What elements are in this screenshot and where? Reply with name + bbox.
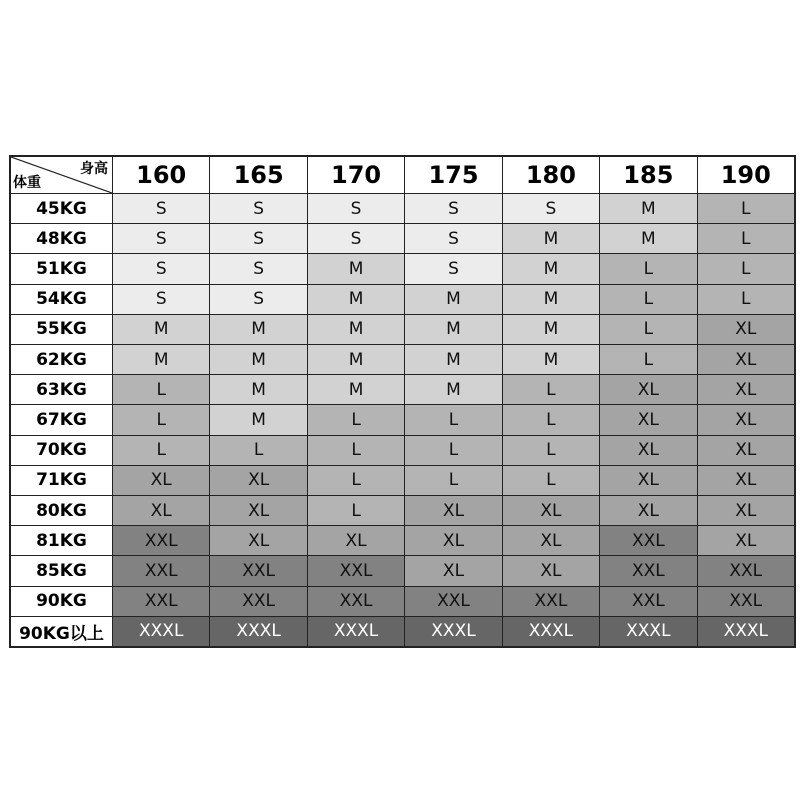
size-cell: M	[210, 315, 306, 344]
size-cell: M	[405, 375, 501, 404]
weight-row-label: 48KG	[11, 224, 112, 253]
size-cell: XXL	[308, 556, 404, 585]
size-cell: S	[210, 224, 306, 253]
size-cell: L	[600, 285, 696, 314]
size-cell: M	[503, 315, 599, 344]
size-cell: XL	[308, 526, 404, 555]
size-cell: XL	[600, 375, 696, 404]
size-cell: L	[503, 375, 599, 404]
size-cell: M	[210, 375, 306, 404]
height-header-160: 160	[113, 157, 209, 193]
size-cell: M	[503, 224, 599, 253]
size-cell: XL	[113, 496, 209, 525]
size-cell: L	[308, 405, 404, 434]
size-cell: L	[503, 436, 599, 465]
size-cell: L	[503, 405, 599, 434]
height-header-185: 185	[600, 157, 696, 193]
size-cell: S	[113, 254, 209, 283]
size-cell: S	[405, 194, 501, 223]
size-cell: M	[113, 315, 209, 344]
size-cell: M	[113, 345, 209, 374]
size-cell: XL	[698, 405, 794, 434]
size-cell: L	[113, 405, 209, 434]
height-axis-label: 身高	[80, 161, 108, 177]
size-cell: XL	[698, 345, 794, 374]
size-cell: L	[698, 254, 794, 283]
size-cell: M	[210, 345, 306, 374]
size-cell: XXXL	[503, 617, 599, 646]
size-cell: XXL	[600, 526, 696, 555]
size-cell: M	[308, 345, 404, 374]
height-header-190: 190	[698, 157, 794, 193]
size-cell: L	[308, 466, 404, 495]
size-cell: XL	[405, 496, 501, 525]
weight-row-label: 70KG	[11, 436, 112, 465]
size-cell: S	[308, 194, 404, 223]
size-cell: L	[113, 436, 209, 465]
size-cell: M	[210, 405, 306, 434]
size-cell: XXL	[503, 587, 599, 616]
size-cell: XXXL	[113, 617, 209, 646]
size-cell: M	[600, 194, 696, 223]
size-cell: XL	[503, 556, 599, 585]
weight-row-label: 45KG	[11, 194, 112, 223]
size-chart-table	[9, 155, 796, 648]
size-cell: XXL	[113, 526, 209, 555]
size-cell: XL	[698, 496, 794, 525]
size-cell: M	[503, 285, 599, 314]
size-cell: L	[405, 436, 501, 465]
size-cell: XXL	[308, 587, 404, 616]
size-cell: XXL	[698, 587, 794, 616]
size-cell: XXXL	[698, 617, 794, 646]
size-cell: S	[405, 224, 501, 253]
size-cell: XL	[698, 315, 794, 344]
weight-row-label: 85KG	[11, 556, 112, 585]
weight-row-label: 71KG	[11, 466, 112, 495]
weight-row-label: 63KG	[11, 375, 112, 404]
size-cell: XL	[405, 556, 501, 585]
size-cell: XL	[210, 526, 306, 555]
size-cell: XL	[113, 466, 209, 495]
size-cell: L	[600, 345, 696, 374]
size-cell: M	[405, 345, 501, 374]
size-cell: M	[600, 224, 696, 253]
size-cell: L	[308, 436, 404, 465]
size-cell: XXL	[210, 556, 306, 585]
size-cell: L	[698, 224, 794, 253]
size-cell: S	[210, 194, 306, 223]
table-corner-header	[11, 157, 112, 193]
size-cell: L	[698, 285, 794, 314]
size-cell: XL	[503, 496, 599, 525]
size-cell: XL	[600, 466, 696, 495]
size-cell: S	[405, 254, 501, 283]
size-cell: XL	[600, 496, 696, 525]
size-cell: L	[600, 315, 696, 344]
height-header-180: 180	[503, 157, 599, 193]
size-cell: M	[308, 375, 404, 404]
size-cell: M	[503, 254, 599, 283]
size-cell: S	[210, 285, 306, 314]
size-cell: XXXL	[600, 617, 696, 646]
size-cell: M	[405, 285, 501, 314]
size-cell: S	[308, 224, 404, 253]
size-cell: S	[113, 224, 209, 253]
size-cell: L	[210, 436, 306, 465]
size-cell: XXXL	[405, 617, 501, 646]
size-cell: M	[405, 315, 501, 344]
weight-row-label: 81KG	[11, 526, 112, 555]
size-cell: XXL	[210, 587, 306, 616]
size-cell: M	[308, 315, 404, 344]
size-cell: XXL	[113, 587, 209, 616]
size-cell: S	[210, 254, 306, 283]
size-cell: XL	[503, 526, 599, 555]
size-cell: S	[113, 194, 209, 223]
size-cell: L	[503, 466, 599, 495]
size-cell: XL	[600, 436, 696, 465]
weight-axis-label: 体重	[13, 175, 41, 191]
size-cell: XL	[698, 375, 794, 404]
size-cell: L	[600, 254, 696, 283]
height-header-165: 165	[210, 157, 306, 193]
size-cell: M	[503, 345, 599, 374]
size-cell: S	[113, 285, 209, 314]
height-header-170: 170	[308, 157, 404, 193]
weight-row-label: 90KG	[11, 587, 112, 616]
weight-row-label: 54KG	[11, 285, 112, 314]
weight-row-label: 55KG	[11, 315, 112, 344]
size-cell: L	[308, 496, 404, 525]
size-cell: S	[503, 194, 599, 223]
size-cell: XXL	[600, 587, 696, 616]
size-cell: L	[113, 375, 209, 404]
size-cell: XXXL	[210, 617, 306, 646]
size-cell: XL	[210, 496, 306, 525]
size-cell: L	[405, 405, 501, 434]
weight-row-label: 62KG	[11, 345, 112, 374]
size-cell: XL	[698, 436, 794, 465]
weight-row-label: 80KG	[11, 496, 112, 525]
size-cell: XL	[698, 466, 794, 495]
weight-row-label: 90KG以上	[11, 617, 112, 646]
weight-row-label: 51KG	[11, 254, 112, 283]
size-cell: XL	[600, 405, 696, 434]
size-cell: XXL	[698, 556, 794, 585]
size-cell: XL	[210, 466, 306, 495]
height-header-175: 175	[405, 157, 501, 193]
size-cell: XXL	[113, 556, 209, 585]
size-cell: XL	[698, 526, 794, 555]
size-cell: M	[308, 285, 404, 314]
size-cell: XXL	[600, 556, 696, 585]
size-cell: XL	[405, 526, 501, 555]
size-cell: XXXL	[308, 617, 404, 646]
size-cell: XXL	[405, 587, 501, 616]
size-cell: L	[405, 466, 501, 495]
weight-row-label: 67KG	[11, 405, 112, 434]
size-cell: M	[308, 254, 404, 283]
size-cell: L	[698, 194, 794, 223]
